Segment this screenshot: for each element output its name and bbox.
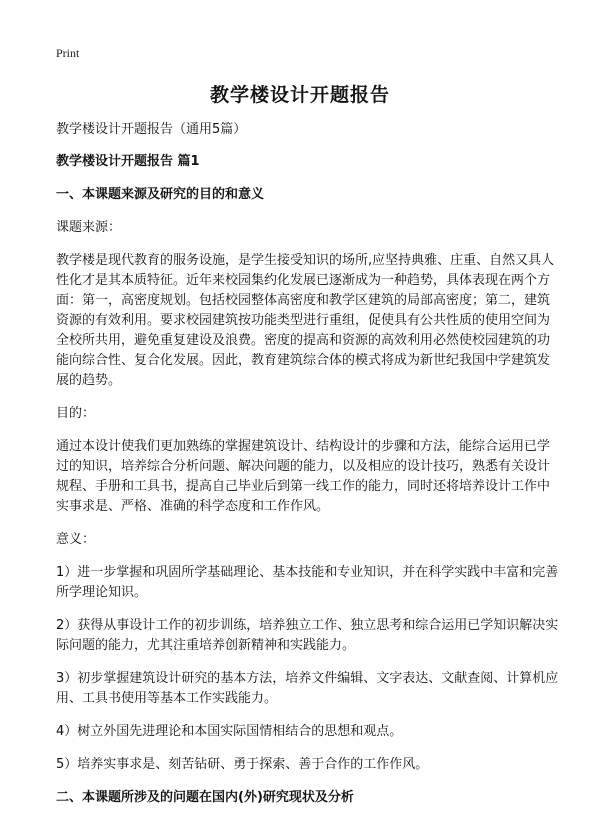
meaning-item: 1）进一步掌握和巩固所学基础理论、基本技能和专业知识，并在科学实践中丰富和完善所学理论知识。 bbox=[56, 565, 559, 600]
document-subtitle: 教学楼设计开题报告（通用5篇） bbox=[56, 122, 247, 137]
print-link[interactable]: Print bbox=[56, 46, 80, 60]
source-paragraph: 教学楼是现代教育的服务设施，是学生接受知识的场所,应坚持典雅、庄重、自然又具人性化才是其本质特征。近年来校园集约化发展已逐渐成为一种趋势，具体表现在两个方面：第一，高密度规划。包括校园整体高密度和教学区建筑的局部高密度；第二，建筑资源的有效利用。要求校园建筑按功能类型进行重组，促使具有公共性质的使用空间为全校所共用，避免重复建设及浪费。密度的提高和资源的高效利用必然使校园建筑的功能向综合性、复合化发展。因此，教育建筑综合体的模式将成为新世纪我国中学建筑发展的趋势。 bbox=[56, 253, 555, 388]
purpose-paragraph: 通过本设计使我们更加熟练的掌握建筑设计、结构设计的步骤和方法，能综合运用已学过的知识，培养综合分析问题、解决问题的能力，以及相应的设计技巧，熟悉有关设计规程、手册和工具书，提高自己毕业后到第一线工作的能力，同时还将培养设计工作中实事求是、严格、准确的科学态度和工作作风。 bbox=[56, 439, 551, 514]
meaning-item: 3）初步掌握建筑设计研究的基本方法，培养文件编辑、文字表达、文献查阅、计算机应用、工具书使用等基本工作实践能力。 bbox=[56, 671, 559, 706]
section1-heading: 一、本课题来源及研究的目的和意义 bbox=[56, 187, 265, 202]
section2-heading: 二、本课题所涉及的问题在国内(外)研究现状及分析 bbox=[56, 790, 354, 805]
purpose-label: 目的： bbox=[56, 406, 96, 421]
meaning-item: 2）获得从事设计工作的初步训练，培养独立工作、独立思考和综合运用已学知识解决实际问题的能力，尤其注重培养创新精神和实践能力。 bbox=[56, 618, 559, 653]
meaning-item: 4）树立外国先进理论和本国实际国情相结合的思想和观点。 bbox=[56, 724, 403, 739]
page-title: 教学楼设计开题报告 bbox=[209, 84, 390, 106]
document-body bbox=[56, 120, 560, 821]
source-label: 课题来源： bbox=[56, 220, 122, 235]
part-heading: 教学楼设计开题报告 篇1 bbox=[56, 154, 200, 169]
meaning-item: 5）培养实事求是、刻苦钻研、勇于探索、善于合作的工作作风。 bbox=[56, 757, 429, 772]
meaning-label: 意义： bbox=[56, 532, 96, 547]
